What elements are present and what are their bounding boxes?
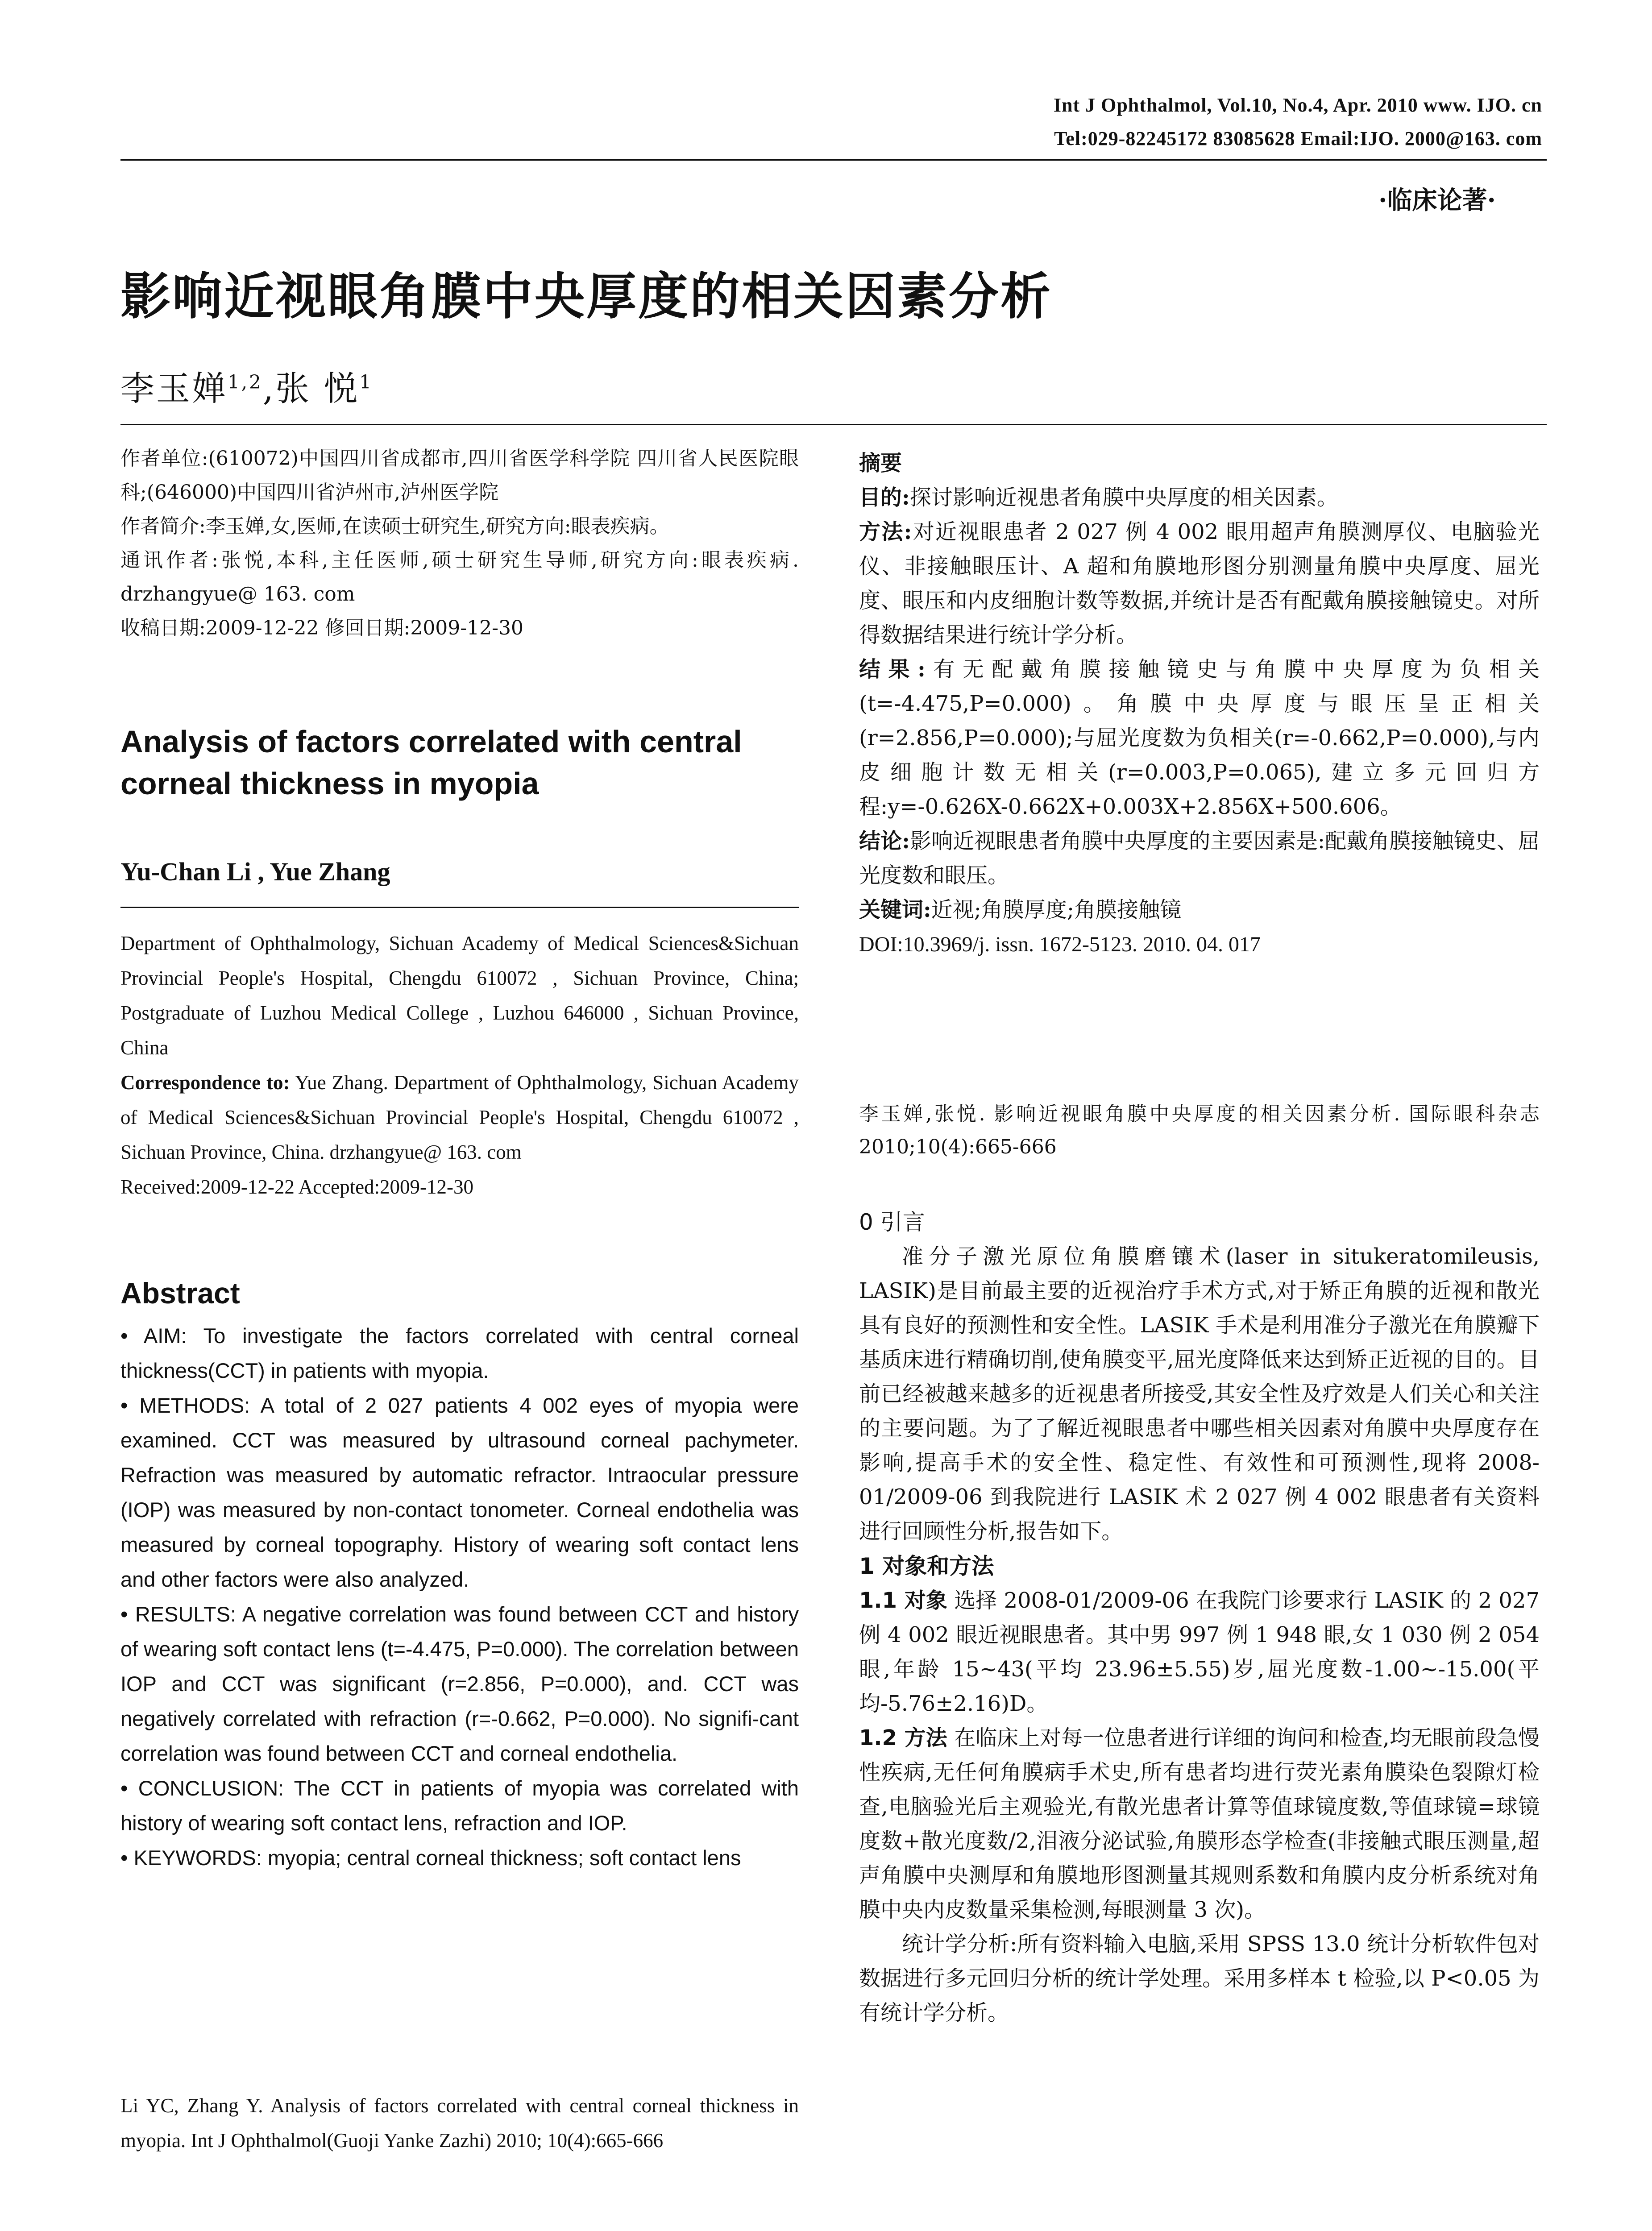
citation-cn: 李玉婵,张悦. 影响近视眼角膜中央厚度的相关因素分析. 国际眼科杂志 2010;10(4):665-666 — [859, 1103, 1540, 1158]
body-text — [859, 1205, 1540, 2030]
intro-paragraph: 准分子激光原位角膜磨镶术(laser in situkeratomileusis, LASIK)是目前最主要的近视治疗手术方式,对于矫正角膜的近视和散光具有良好的预测性和安全性。LASIK 手术是利用准分子激光在角膜瓣下基质床进行精确切削,使角膜变平,屈光度降低来达到矫正近视的目的。目前已经被越来越多的近视患者所接受,其安全性及疗效是人们关心和关注的主要问题。为了了解近视眼患者中哪些相关因素对角膜中央厚度存在影响,提高手术的安全性、稳定性、有效性和可预测性,现将 2008-01/2009-06 到我院进行 LASIK 术 2 027 例 4 002 眼患者有关资料进行回顾性分析,报告如下。 — [859, 1244, 1540, 1544]
author-bio-cn: 作者简介:李玉婵,女,医师,在读硕士研究生,研究方向:眼表疾病。 — [120, 515, 669, 538]
article-title: 影响近视眼角膜中央厚度的相关因素分析 — [120, 268, 1052, 326]
affiliation-block-cn — [120, 442, 799, 645]
abstract-aim — [120, 1319, 799, 1388]
author2-affil: 1 — [359, 371, 373, 393]
intro-heading: 0 引言 — [859, 1209, 925, 1235]
cn-aim-label: 目的: — [859, 485, 910, 510]
dates-cn: 收稿日期:2009-12-22 修回日期:2009-12-30 — [120, 617, 524, 639]
abstract-conclusion — [120, 1771, 799, 1841]
citation-en: Li YC, Zhang Y. Analysis of factors correlated with central corneal thickness in myopia. Int J Ophthalmol(Guoji Yanke Zazhi) 2010; 10(4):665-666 — [120, 2094, 799, 2152]
cn-results-text: 有无配戴角膜接触镜史与角膜中央厚度为负相关(t=-4.475,P=0.000)。角膜中央厚度与眼压呈正相关(r=2.856,P=0.000);与屈光度数为负相关(r=-0.662,P=0.000),与内皮细胞计数无相关(r=0.003,P=0.065),建立多元回归方程:y=-0.626X-0.662X+0.003X+2.856X+500.606。 — [859, 657, 1540, 819]
stats-paragraph: 统计学分析:所有资料输入电脑,采用 SPSS 13.0 统计分析软件包对数据进行多元回归分析的统计学处理。采用多样本 t 检验,以 P<0.05 为有统计学分析。 — [859, 1932, 1540, 2025]
journal-header-line1: Int J Ophthalmol, Vol.10, No.4, Apr. 2010 www. IJO. cn — [1053, 94, 1542, 116]
cn-methods-text: 对近视眼患者 2 027 例 4 002 眼用超声角膜测厚仪、电脑验光仪、非接触眼压计、A 超和角膜地形图分别测量角膜中央厚度、屈光度、眼压和内皮细胞计数等数据,并统计是否有配戴角膜接触镜史。对所得数据结果进行统计学分析。 — [859, 519, 1540, 647]
chinese-abstract — [859, 446, 1540, 962]
journal-header-line2: Tel:029-82245172 83085628 Email:IJO. 2000@163. com — [1054, 128, 1542, 149]
author2-name: 张 悦 — [275, 369, 360, 408]
author1-affil: 1,2 — [228, 371, 263, 393]
aim-label: • AIM: — [120, 1324, 187, 1348]
correspondence-line — [120, 1065, 799, 1169]
author1-name: 李玉婵 — [120, 369, 228, 408]
cn-methods-label: 方法: — [859, 519, 912, 544]
section-1-1-text: 选择 2008-01/2009-06 在我院门诊要求行 LASIK 的 2 027 例 4 002 眼近视眼患者。其中男 997 例 1 948 眼,女 1 030 例 2 054 眼,年龄 15~43(平均 23.96±5.55)岁,屈光度数-1.00~-15.00(平均-5.76±2.16)D。 — [859, 1588, 1540, 1716]
conclusion-label: • CONCLUSION: — [120, 1776, 284, 1800]
cn-methods — [859, 515, 1540, 652]
results-label: • RESULTS: — [120, 1602, 237, 1626]
correspondence-text: Yue Zhang. Department of Ophthalmology, Sichuan Academy of Medical Sciences&Sichuan Provincial People's Hospital, Chengdu 610072 , Sichuan Province, China. drzhangyue@ 163. com — [120, 1071, 799, 1163]
section-1-2 — [859, 1721, 1540, 1927]
english-authors: Yu-Chan Li , Yue Zhang — [120, 857, 390, 886]
header-rule — [120, 159, 1547, 161]
methods-text: A total of 2 027 patients 4 002 eyes of myopia were examined. CCT was measured by ultrasound corneal pachymeter. Refraction was measured by automatic refractor. Intraocular pressure (IOP) was measured by non-contact tonometer. Corneal endothelia was measured by corneal topography. History of wearing soft contact lens and other factors were also analyzed. — [120, 1393, 799, 1591]
authors-cn — [120, 361, 373, 410]
cn-conclusion-label: 结论: — [859, 829, 910, 854]
abstract-results — [120, 1597, 799, 1771]
cn-conclusion — [859, 824, 1540, 893]
cn-aim-text: 探讨影响近视患者角膜中央厚度的相关因素。 — [909, 485, 1338, 510]
en-authors-rule — [120, 907, 799, 908]
results-text: A negative correlation was found between CCT and history of wearing soft contact lens (t=-4.475, P=0.000). The correlation between IOP and CCT was significant (r=2.856, P=0.000), and. CCT was negatively correlated with refraction (r=-0.662, P=0.000). No signifi-cant correlation was found between CCT and corneal endothelia. — [120, 1602, 799, 1765]
methods-heading: 1 对象和方法 — [859, 1553, 994, 1579]
keywords-label: • KEYWORDS: — [120, 1846, 262, 1870]
corresponding-cn: 通讯作者:张悦,本科,主任医师,硕士研究生导师,研究方向:眼表疾病. drzhangyue@ 163. com — [120, 549, 799, 605]
abstract-heading: Abstract — [120, 1277, 240, 1310]
cn-results-label: 结果: — [859, 657, 926, 682]
english-affiliation — [120, 926, 799, 1204]
affiliation-cn-line: 作者单位:(610072)中国四川省成都市,四川省医学科学院 四川省人民医院眼科;(646000)中国四川省泸州市,泸州医学院 — [120, 447, 799, 504]
abstract-keywords — [120, 1841, 799, 1875]
cn-conclusion-text: 影响近视眼患者角膜中央厚度的主要因素是:配戴角膜接触镜史、屈光度数和眼压。 — [859, 829, 1540, 888]
cn-keywords-label: 关键词: — [859, 897, 931, 922]
section-1-1-label: 1.1 对象 — [859, 1588, 947, 1613]
keywords-text: myopia; central corneal thickness; soft contact lens — [261, 1846, 741, 1870]
section-1-1 — [859, 1584, 1540, 1721]
abstract-methods — [120, 1388, 799, 1597]
author-separator: , — [262, 369, 275, 408]
correspondence-label: Correspondence to: — [120, 1071, 290, 1094]
cn-doi: DOI:10.3969/j. issn. 1672-5123. 2010. 04. 017 — [859, 933, 1261, 956]
methods-label: • METHODS: — [120, 1393, 250, 1417]
cn-keywords — [859, 893, 1540, 927]
section-1-2-label: 1.2 方法 — [859, 1725, 947, 1750]
english-abstract — [120, 1319, 799, 1875]
conclusion-text: The CCT in patients of myopia was correlated with history of wearing soft contact lens, refraction and IOP. — [120, 1776, 799, 1835]
aim-text: To investigate the factors correlated with central corneal thickness(CCT) in patients with myopia. — [120, 1324, 799, 1382]
en-affiliation-text: Department of Ophthalmology, Sichuan Academy of Medical Sciences&Sichuan Provincial People's Hospital, Chengdu 610072 , Sichuan Province, China; Postgraduate of Luzhou Medical College , Luzhou 646000 , Sichuan Province, China — [120, 932, 799, 1059]
received-accepted: Received:2009-12-22 Accepted:2009-12-30 — [120, 1176, 474, 1198]
cn-aim — [859, 481, 1540, 515]
authors-rule — [120, 424, 1547, 425]
cn-keywords-text: 近视;角膜厚度;角膜接触镜 — [931, 897, 1182, 922]
section-1-2-text: 在临床上对每一位患者进行详细的询问和检查,均无眼前段急慢性疾病,无任何角膜病手术史,所有患者均进行荧光素角膜染色裂隙灯检查,电脑验光后主观验光,有散光患者计算等值球镜度数,等值球镜=球镜度数+散光度数/2,泪液分泌试验,角膜形态学检查(非接触式眼压测量,超声角膜中央测厚和角膜地形图测量其规则系数和角膜内皮分析系统对角膜中央内皮数量采集检测,每眼测量 3 次)。 — [859, 1725, 1540, 1922]
english-title: Analysis of factors correlated with central corneal thickness in myopia — [120, 724, 742, 801]
cn-results — [859, 652, 1540, 824]
article-category: ·临床论著· — [1378, 186, 1496, 215]
cn-abstract-heading: 摘要 — [859, 451, 902, 476]
